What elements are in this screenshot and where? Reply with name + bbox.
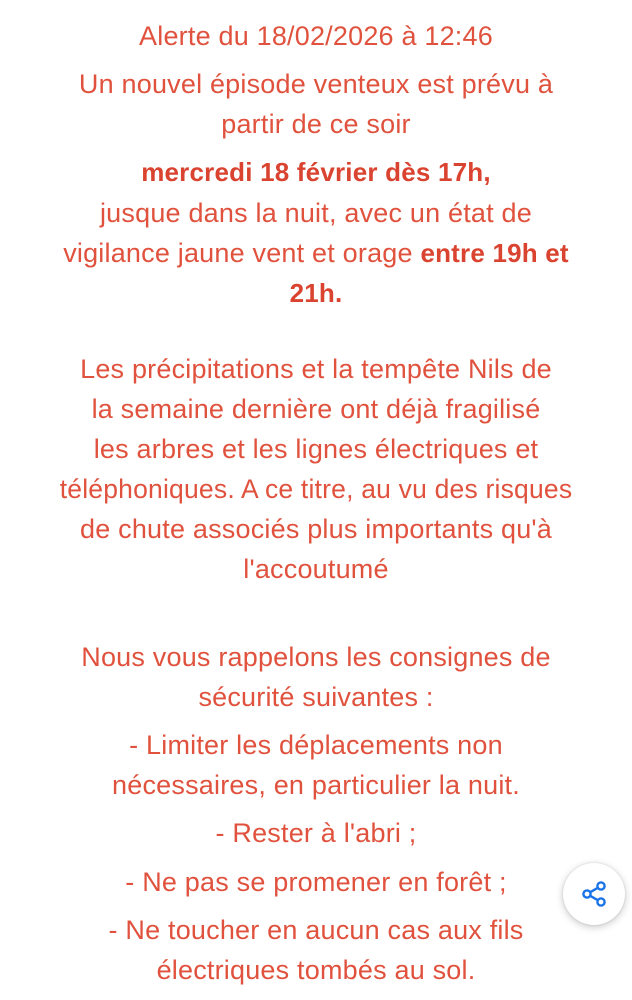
- safety-item-1-line-2: nécessaires, en particulier la nuit.: [112, 770, 520, 800]
- advice-line-2: sécurité suivantes :: [198, 682, 434, 712]
- safety-item-2: - Rester à l'abri ;: [215, 818, 417, 848]
- alert-date: mercredi 18 février dès 17h,: [141, 157, 491, 187]
- period-line-2-text: vigilance jaune vent et orage: [63, 238, 421, 268]
- safety-item-3: - Ne pas se promener en forêt ;: [125, 867, 507, 897]
- intro-line-1: Un nouvel épisode venteux est prévu à: [78, 69, 554, 99]
- risk-line-1: Les précipitations et la tempête Nils de: [80, 354, 552, 384]
- share-button[interactable]: [563, 863, 625, 925]
- risk-line-5: de chute associés plus importants qu'à: [79, 514, 553, 544]
- period-line-2: [0, 233, 632, 273]
- share-icon: [578, 878, 610, 910]
- risk-line-2: la semaine dernière ont déjà fragilisé: [91, 394, 541, 424]
- period-time-range: entre 19h et: [420, 238, 569, 268]
- alert-header: Alerte du 18/02/2026 à 12:46: [139, 21, 493, 51]
- risk-line-4: téléphoniques. A ce titre, au vu des risques: [59, 474, 573, 504]
- advice-line-1: Nous vous rappelons les consignes de: [81, 642, 551, 672]
- safety-item-1-line-1: - Limiter les déplacements non: [129, 730, 503, 760]
- safety-item-4-line-2: électriques tombés au sol.: [156, 955, 476, 985]
- risk-line-6: l'accoutumé: [243, 554, 389, 584]
- intro-line-2: partir de ce soir: [221, 109, 411, 139]
- risk-line-3: les arbres et les lignes électriques et: [93, 434, 539, 464]
- period-line-1: jusque dans la nuit, avec un état de: [99, 198, 532, 228]
- period-end-time: 21h.: [289, 278, 343, 308]
- safety-item-4-line-1: - Ne toucher en aucun cas aux fils: [108, 915, 524, 945]
